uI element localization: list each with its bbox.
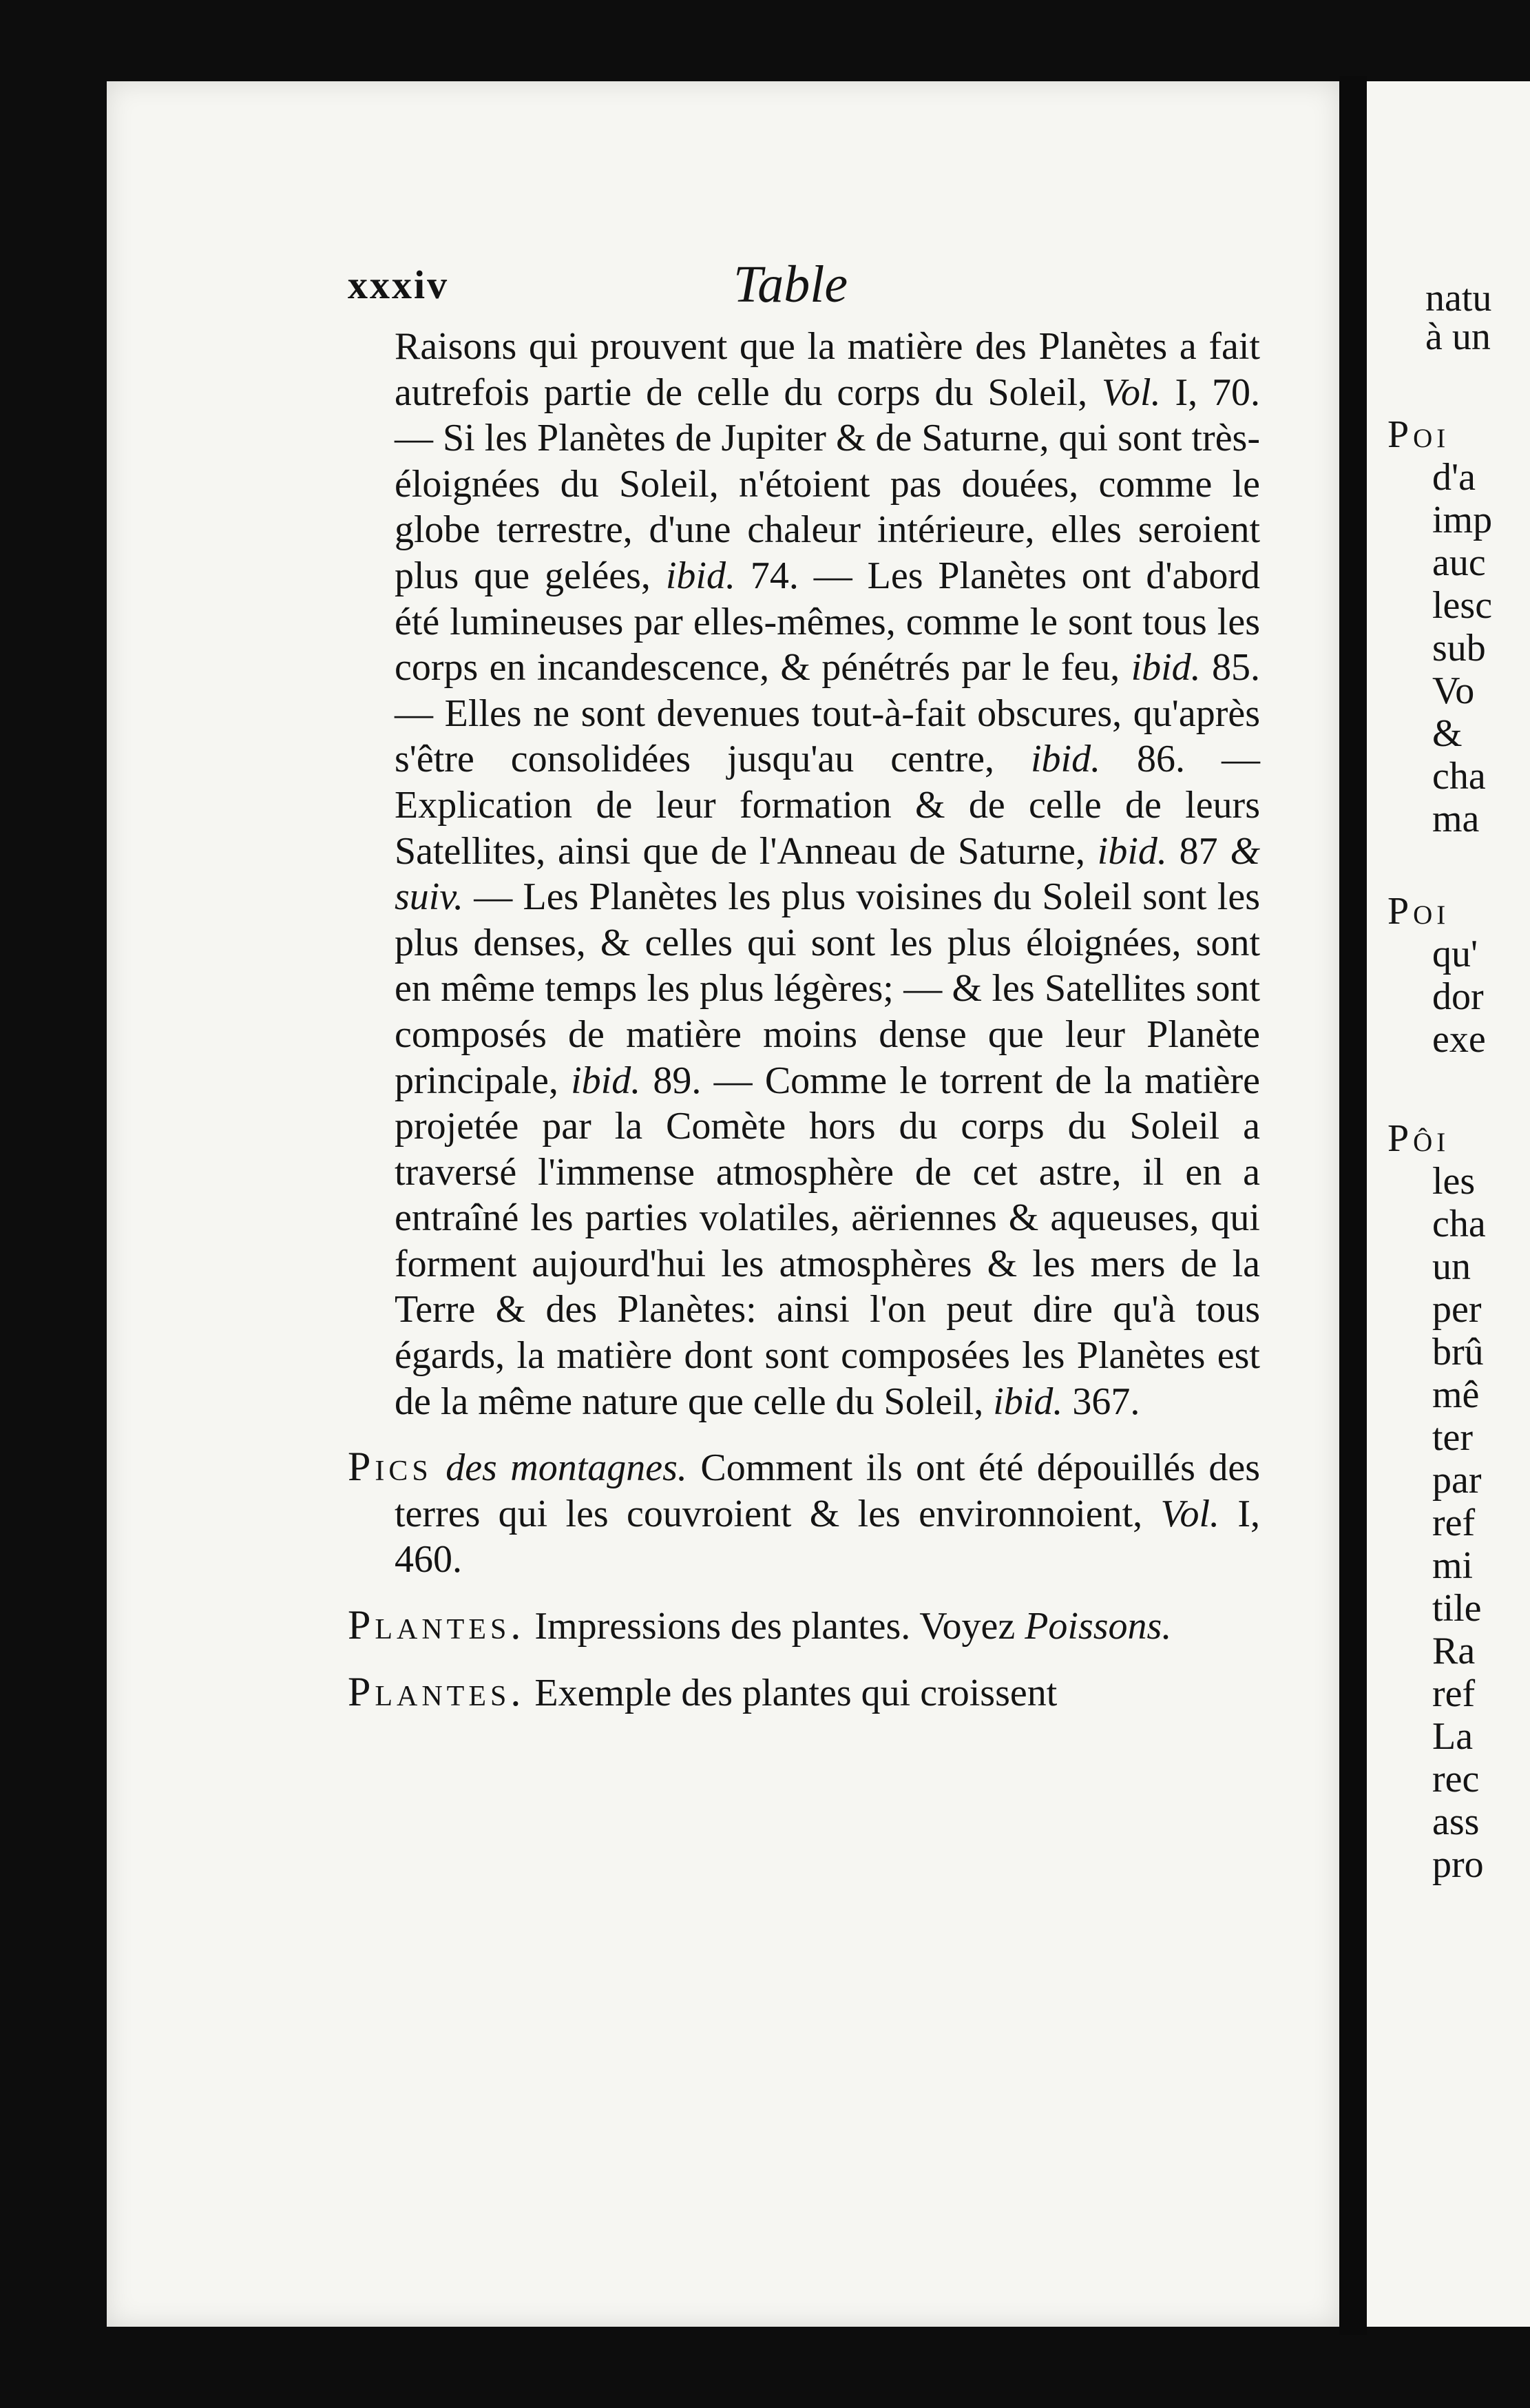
facing-page-fragment: ref xyxy=(1432,1672,1476,1715)
entry-text xyxy=(432,1446,446,1489)
book-gutter xyxy=(1339,76,1367,2335)
facing-page-fragment: Vo xyxy=(1432,670,1475,712)
running-title: Table xyxy=(733,256,848,313)
entry-text: I, 70. — Si les Planètes de Jupiter & de Saturne, qui sont très-éloignées du Soleil, n'étoient pas douées, comme le globe terrestre, d'une chaleur intérieure, elles seroient plus que gelées, xyxy=(395,371,1261,597)
entry-text: — Les Planètes les plus voisines du Soleil sont les plus denses, & celles qui sont les plus éloignées, sont en même temps les plus légères; — & les Satellites sont composés de matière moins dense que leur Planète principale, xyxy=(395,875,1260,1102)
entry-text: 86. — Explication de leur formation & de celle de leurs Satellites, ainsi que de l'Anneau de Saturne, xyxy=(395,738,1261,873)
facing-page-fragment: à un xyxy=(1425,315,1491,358)
italic-reference: ibid. xyxy=(571,1059,641,1102)
facing-page-fragment: rec xyxy=(1432,1758,1480,1800)
entry-headword: Pics xyxy=(348,1444,432,1490)
page-number: xxxiv xyxy=(348,262,450,307)
italic-reference: ibid. xyxy=(1030,738,1101,781)
facing-page-fragment: ass xyxy=(1432,1800,1480,1843)
facing-page-fragment: sub xyxy=(1432,627,1486,670)
page-header xyxy=(348,255,1260,324)
facing-page-fragment: natu xyxy=(1425,277,1492,320)
italic-reference: ibid. xyxy=(665,554,735,597)
facing-page-fragment: ref xyxy=(1432,1502,1476,1544)
facing-page-fragment: cha xyxy=(1432,1203,1486,1245)
index-entry xyxy=(348,1602,1260,1650)
entry-text: Raisons qui prouvent que la matière des Planètes a fait autrefois partie de celle du corps du Soleil, xyxy=(395,325,1260,414)
facing-page-fragment: lesc xyxy=(1432,584,1493,627)
entry-headword: Plantes. xyxy=(348,1668,525,1714)
facing-page xyxy=(1367,81,1530,2327)
facing-page-fragment: La xyxy=(1432,1715,1474,1758)
facing-page-fragment: tile xyxy=(1432,1587,1482,1630)
index-entry xyxy=(348,1669,1260,1716)
entry-text: 89. — Comme le torrent de la matière projetée par la Comète hors du corps du Soleil a traversé l'immense atmosphère de cet astre, il en a entraîné les parties volatiles, aëriennes & aqueuses, qui forment aujourd'hui les atmosphères & les mers de la Terre & des Planètes: ainsi l'on peut dire qu'à tous égards, la matière dont sont composées les Planètes est de la même nature que celle du Soleil, xyxy=(395,1059,1260,1423)
entry-text: Comment ils ont été dépouillés des terres qui les couvroient & les environnoient, xyxy=(395,1446,1261,1535)
facing-page-fragment: auc xyxy=(1432,541,1486,584)
entry-text: I, 460. xyxy=(395,1492,1260,1581)
facing-page-fragment: brû xyxy=(1432,1331,1484,1373)
entry-text: 74. — Les Planètes ont d'abord été lumineuses par elles-mêmes, comme le sont tous les corps en incandescence, & pénétrés par le feu, xyxy=(395,554,1260,689)
entry-text: Impressions des plantes. Voyez xyxy=(525,1605,1025,1648)
index-entry xyxy=(348,1444,1260,1583)
facing-page-fragment: qu' xyxy=(1432,933,1478,975)
facing-page-fragment: ter xyxy=(1432,1416,1474,1459)
facing-page-fragment: per xyxy=(1432,1288,1482,1331)
italic-reference: ibid. xyxy=(993,1380,1063,1423)
facing-page-fragment: & xyxy=(1432,712,1463,755)
italic-reference: ibid. xyxy=(1097,829,1167,873)
entry-text: 85. — Elles ne sont devenues tout-à-fait obscures, qu'après s'être consolidées jusqu'au centre, xyxy=(395,646,1261,781)
italic-reference: des montagnes. xyxy=(446,1446,687,1490)
facing-page-fragment: les xyxy=(1432,1160,1476,1203)
facing-page-fragment: un xyxy=(1432,1245,1471,1288)
facing-page-fragment: Pôi xyxy=(1387,1117,1450,1160)
facing-page-fragment: mê xyxy=(1432,1373,1480,1416)
index-entry xyxy=(348,324,1260,1424)
index-entries xyxy=(348,324,1260,1735)
facing-page-fragment: par xyxy=(1432,1459,1482,1502)
facing-page-fragment: Poi xyxy=(1387,413,1450,456)
facing-page-fragment: Ra xyxy=(1432,1630,1476,1672)
italic-reference: Poissons. xyxy=(1025,1605,1172,1648)
entry-text: 87 xyxy=(1166,829,1230,873)
facing-page-fragment: pro xyxy=(1432,1843,1484,1886)
facing-page-fragment: d'a xyxy=(1432,456,1476,499)
italic-reference: Vol. xyxy=(1160,1492,1220,1535)
facing-page-fragment: exe xyxy=(1432,1018,1486,1061)
facing-page-fragment: ma xyxy=(1432,798,1480,840)
entry-text: Exemple des plantes qui croissent xyxy=(525,1671,1058,1714)
entry-headword: Plantes. xyxy=(348,1602,525,1648)
facing-page-fragment: Poi xyxy=(1387,890,1450,933)
facing-page-fragment: imp xyxy=(1432,499,1493,541)
facing-page-fragment: cha xyxy=(1432,755,1486,798)
entry-text: 367. xyxy=(1062,1380,1140,1423)
italic-reference: ibid. xyxy=(1131,646,1201,689)
facing-page-fragment: mi xyxy=(1432,1544,1474,1587)
facing-page-fragment: dor xyxy=(1432,975,1484,1018)
italic-reference: & suiv. xyxy=(395,829,1260,919)
italic-reference: Vol. xyxy=(1102,371,1161,414)
